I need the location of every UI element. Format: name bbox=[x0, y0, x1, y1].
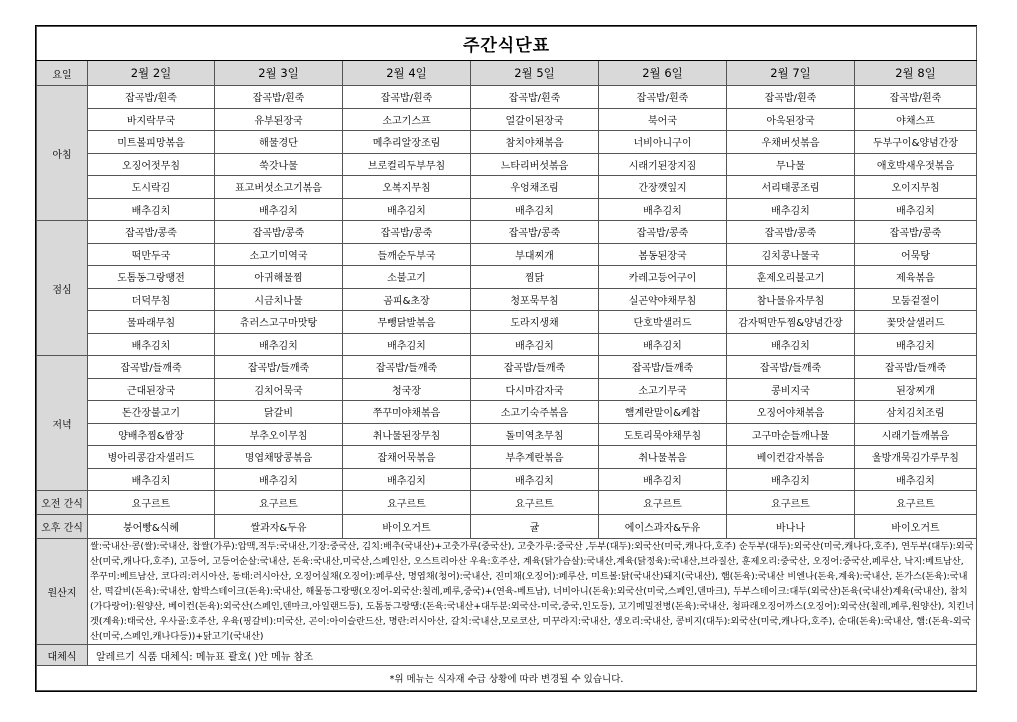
menu-cell: 배추김치 bbox=[471, 333, 599, 356]
menu-cell: 바지락무국 bbox=[88, 108, 215, 131]
snack-cell: 쌀과자&두유 bbox=[215, 515, 343, 539]
menu-cell: 봄동된장국 bbox=[599, 243, 727, 266]
menu-row bbox=[37, 378, 977, 401]
menu-cell: 베이컨감자볶음 bbox=[727, 446, 855, 469]
menu-cell: 배추김치 bbox=[343, 198, 471, 221]
menu-cell: 시래기된장지짐 bbox=[599, 153, 727, 176]
menu-cell: 참치야채볶음 bbox=[471, 131, 599, 154]
menu-row bbox=[37, 153, 977, 176]
snack-cell: 바이오거트 bbox=[343, 515, 471, 539]
menu-cell: 잡곡밥/흰죽 bbox=[343, 86, 471, 109]
snack-cell: 요구르트 bbox=[471, 491, 599, 515]
menu-cell: 단호박샐러드 bbox=[599, 311, 727, 334]
menu-cell: 떡만두국 bbox=[88, 243, 215, 266]
menu-cell: 아귀해물찜 bbox=[215, 266, 343, 289]
snack-cell: 에이스과자&두유 bbox=[599, 515, 727, 539]
menu-cell: 돌미역초무침 bbox=[471, 423, 599, 446]
menu-cell: 야채스프 bbox=[855, 108, 977, 131]
menu-cell: 간장깻잎지 bbox=[599, 176, 727, 199]
menu-row bbox=[37, 423, 977, 446]
menu-cell: 모둠겉절이 bbox=[855, 288, 977, 311]
menu-row bbox=[37, 266, 977, 289]
menu-cell: 울방개묵김가루무침 bbox=[855, 446, 977, 469]
menu-row bbox=[37, 401, 977, 424]
menu-cell: 찜닭 bbox=[471, 266, 599, 289]
menu-cell: 서리태콩조림 bbox=[727, 176, 855, 199]
menu-cell: 무뺑닭발볶음 bbox=[343, 311, 471, 334]
snack-cell: 요구르트 bbox=[855, 491, 977, 515]
footer-note: *위 메뉴는 식자재 수급 상황에 따라 변경될 수 있습니다. bbox=[37, 666, 977, 691]
menu-cell: 너비아니구이 bbox=[599, 131, 727, 154]
origin-label: 원산지 bbox=[37, 539, 88, 645]
menu-cell: 잡곡밥/들깨죽 bbox=[88, 356, 215, 379]
menu-cell: 브로컬리두부무침 bbox=[343, 153, 471, 176]
menu-cell: 배추김치 bbox=[88, 198, 215, 221]
menu-table bbox=[36, 26, 977, 691]
menu-cell: 배추김치 bbox=[471, 198, 599, 221]
menu-cell: 우채버섯볶음 bbox=[727, 131, 855, 154]
menu-cell: 무나물 bbox=[727, 153, 855, 176]
menu-cell: 배추김치 bbox=[727, 468, 855, 491]
menu-cell: 잡곡밥/흰죽 bbox=[88, 86, 215, 109]
menu-cell: 닭갈비 bbox=[215, 401, 343, 424]
menu-cell: 오이지무침 bbox=[855, 176, 977, 199]
substitute-text: 알레르기 식품 대체식: 메뉴표 괄호( )안 메뉴 참조 bbox=[88, 645, 977, 666]
menu-cell: 배추김치 bbox=[855, 198, 977, 221]
menu-cell: 감자떡만두찜&양념간장 bbox=[727, 311, 855, 334]
menu-cell: 삼치김치조림 bbox=[855, 401, 977, 424]
meal-label: 점심 bbox=[37, 221, 88, 356]
menu-cell: 잡곡밥/콩죽 bbox=[88, 221, 215, 244]
day-header: 2월 3일 bbox=[215, 61, 343, 86]
menu-cell: 츄러스고구마맛탕 bbox=[215, 311, 343, 334]
menu-cell: 배추김치 bbox=[855, 468, 977, 491]
menu-cell: 잡곡밥/들깨죽 bbox=[727, 356, 855, 379]
snack-cell: 붕어빵&식혜 bbox=[88, 515, 215, 539]
menu-cell: 배추김치 bbox=[215, 333, 343, 356]
menu-cell: 배추김치 bbox=[215, 468, 343, 491]
menu-cell: 잡곡밥/들깨죽 bbox=[599, 356, 727, 379]
menu-cell: 콩비지국 bbox=[727, 378, 855, 401]
menu-cell: 유부된장국 bbox=[215, 108, 343, 131]
snack-cell: 바이오거트 bbox=[855, 515, 977, 539]
menu-cell: 배추김치 bbox=[599, 198, 727, 221]
menu-cell: 배추김치 bbox=[727, 198, 855, 221]
menu-cell: 시래기들깨볶음 bbox=[855, 423, 977, 446]
menu-cell: 잡곡밥/콩죽 bbox=[215, 221, 343, 244]
day-header: 2월 4일 bbox=[343, 61, 471, 86]
menu-cell: 햄계란말이&케찹 bbox=[599, 401, 727, 424]
menu-cell: 잡곡밥/흰죽 bbox=[215, 86, 343, 109]
menu-cell: 김치어묵국 bbox=[215, 378, 343, 401]
menu-cell: 김치콩나물국 bbox=[727, 243, 855, 266]
menu-cell: 명엽채땅콩볶음 bbox=[215, 446, 343, 469]
menu-cell: 참나물유자무침 bbox=[727, 288, 855, 311]
menu-cell: 잡곡밥/들깨죽 bbox=[855, 356, 977, 379]
menu-cell: 배추김치 bbox=[88, 468, 215, 491]
menu-cell: 오복지무침 bbox=[343, 176, 471, 199]
menu-cell: 취나물볶음 bbox=[599, 446, 727, 469]
menu-cell: 도시락김 bbox=[88, 176, 215, 199]
weekly-menu-sheet bbox=[35, 25, 977, 692]
menu-cell: 애호박새우젓볶음 bbox=[855, 153, 977, 176]
menu-row bbox=[37, 176, 977, 199]
menu-cell: 아욱된장국 bbox=[727, 108, 855, 131]
menu-cell: 돈간장불고기 bbox=[88, 401, 215, 424]
menu-cell: 청국장 bbox=[343, 378, 471, 401]
snack-cell: 바나나 bbox=[727, 515, 855, 539]
menu-cell: 소고기무국 bbox=[599, 378, 727, 401]
snack-row bbox=[37, 515, 977, 539]
menu-cell: 느타리버섯볶음 bbox=[471, 153, 599, 176]
menu-cell: 잡곡밥/들깨죽 bbox=[343, 356, 471, 379]
menu-cell: 소고기숙주볶음 bbox=[471, 401, 599, 424]
menu-cell: 도톰동그랑땡전 bbox=[88, 266, 215, 289]
snack-cell: 요구르트 bbox=[599, 491, 727, 515]
snack-cell: 요구르트 bbox=[88, 491, 215, 515]
snack-label: 오전 간식 bbox=[37, 491, 88, 515]
day-header: 2월 7일 bbox=[727, 61, 855, 86]
menu-row bbox=[37, 221, 977, 244]
menu-cell: 배추김치 bbox=[88, 333, 215, 356]
origin-row bbox=[37, 539, 977, 645]
menu-row bbox=[37, 131, 977, 154]
snack-row bbox=[37, 491, 977, 515]
menu-cell: 해물경단 bbox=[215, 131, 343, 154]
menu-cell: 다시마감자국 bbox=[471, 378, 599, 401]
menu-cell: 표고버섯소고기볶음 bbox=[215, 176, 343, 199]
menu-cell: 도라지생채 bbox=[471, 311, 599, 334]
menu-cell: 메추리알장조림 bbox=[343, 131, 471, 154]
snack-label: 오후 간식 bbox=[37, 515, 88, 539]
origin-text: 쌀:국내산·콩(쌀):국내산, 찹쌀(가루):압맥,적두:국내산,기장:중국산, 김치:배추(국내산)+고춧가루(중국산), 고춧가루:중국산 ,두부(대두):외국산(미국,캐나다,호주) 순두부(대두):외국산(미국,캐나다,호주), 연두부(대두):외국산(미국,캐나다,호주), 고등어, 고등어순살:국내산, 돈육:국내산,미국산,스페인산, 오스트리아산 우육:호주산, 계육(닭가슴살):국내산,계육(닭정육):국내산,브라질산, 훈제오리:중국산, 오징어:중국산,페루산, 낙지:베트남산, 쭈꾸미:베트남산, 코다리:러시아산, 동태:러시아산, 오징어실채(오징어):페루산, 명엽채(청어):국내산, 진미채(오징어):페루산, 미트볼:닭(국내산)돼지(국내산), 햄(돈육):국내산 비엔나(돈육,계육):국내산, 돈가스(돈육):국내산, 떡갈비(돈육):국내산, 함박스테이크(돈육):국내산, 해물동그랑땡(오징어-외국산:칠레,페루,중국)+(연육-베트남), 너비아니(돈육):외국산(미국,스페인,덴마크), 두부스테이크:대두(외국산)돈육(국내산)계육(국내산), 참치(가다랑어):원양산, 베이컨(돈육):외국산(스페인,덴마크,아일랜드등), 도톰동그랑땡:(돈육:국내산+대두분:외국산-미국,중국,인도등), 고기메밀전병(돈육):국내산, 청파래오징어까스(오징어):외국산(칠레,페루,원양산), 치킨너겟(계육):태국산, 우사골:호주산, 우육(핑갈비):미국산, 곤이:아이슬란드산, 명란:러시아산, 갈치:국내산,모로코산, 미꾸라지:국내산, 생오리:국내산, 콩비지(대두):외국산(미국,캐나다,호주), 순대(돈육):국내산, 햄:(돈육-외국산(미국,스페인,캐나다등))+닭고기(국내산) bbox=[88, 539, 977, 645]
menu-cell: 배추김치 bbox=[855, 333, 977, 356]
menu-row bbox=[37, 198, 977, 221]
menu-cell: 잡곡밥/콩죽 bbox=[727, 221, 855, 244]
menu-cell: 배추김치 bbox=[215, 198, 343, 221]
menu-cell: 잡곡밥/들깨죽 bbox=[215, 356, 343, 379]
menu-cell: 꽃맛살샐러드 bbox=[855, 311, 977, 334]
menu-cell: 배추김치 bbox=[343, 333, 471, 356]
menu-cell: 소고기스프 bbox=[343, 108, 471, 131]
menu-cell: 더덕무침 bbox=[88, 288, 215, 311]
menu-cell: 잡곡밥/흰죽 bbox=[855, 86, 977, 109]
menu-cell: 시금치나물 bbox=[215, 288, 343, 311]
menu-cell: 배추김치 bbox=[727, 333, 855, 356]
menu-cell: 쭈꾸미야채볶음 bbox=[343, 401, 471, 424]
menu-cell: 제육볶음 bbox=[855, 266, 977, 289]
menu-cell: 부추계란볶음 bbox=[471, 446, 599, 469]
menu-cell: 훈제오리불고기 bbox=[727, 266, 855, 289]
menu-cell: 잡곡밥/콩죽 bbox=[343, 221, 471, 244]
menu-cell: 오징어젓무침 bbox=[88, 153, 215, 176]
menu-cell: 부대찌개 bbox=[471, 243, 599, 266]
menu-cell: 잡곡밥/들깨죽 bbox=[471, 356, 599, 379]
menu-cell: 잡곡밥/흰죽 bbox=[727, 86, 855, 109]
menu-cell: 잡곡밥/흰죽 bbox=[599, 86, 727, 109]
menu-cell: 곰피&초장 bbox=[343, 288, 471, 311]
substitute-label: 대체식 bbox=[37, 645, 88, 666]
menu-cell: 쑥갓나물 bbox=[215, 153, 343, 176]
menu-cell: 우엉채조림 bbox=[471, 176, 599, 199]
menu-row bbox=[37, 356, 977, 379]
page-title: 주간식단표 bbox=[37, 27, 977, 61]
day-header: 2월 6일 bbox=[599, 61, 727, 86]
menu-cell: 실곤약야채무침 bbox=[599, 288, 727, 311]
menu-cell: 오징어야채볶음 bbox=[727, 401, 855, 424]
menu-cell: 잡곡밥/콩죽 bbox=[599, 221, 727, 244]
menu-cell: 된장찌개 bbox=[855, 378, 977, 401]
day-header: 2월 5일 bbox=[471, 61, 599, 86]
menu-cell: 잡곡밥/콩죽 bbox=[855, 221, 977, 244]
menu-cell: 배추김치 bbox=[343, 468, 471, 491]
snack-cell: 귤 bbox=[471, 515, 599, 539]
menu-cell: 북어국 bbox=[599, 108, 727, 131]
menu-cell: 고구마순들깨나물 bbox=[727, 423, 855, 446]
menu-row bbox=[37, 446, 977, 469]
menu-cell: 카레고등어구이 bbox=[599, 266, 727, 289]
menu-cell: 미트볼피망볶음 bbox=[88, 131, 215, 154]
menu-cell: 근대된장국 bbox=[88, 378, 215, 401]
snack-cell: 요구르트 bbox=[215, 491, 343, 515]
menu-cell: 두부구이&양념간장 bbox=[855, 131, 977, 154]
footer-note-row bbox=[37, 666, 977, 691]
menu-cell: 잡곡밥/흰죽 bbox=[471, 86, 599, 109]
menu-cell: 물파래무침 bbox=[88, 311, 215, 334]
day-header: 2월 2일 bbox=[88, 61, 215, 86]
menu-cell: 어묵탕 bbox=[855, 243, 977, 266]
menu-row bbox=[37, 288, 977, 311]
menu-cell: 들깨순두부국 bbox=[343, 243, 471, 266]
menu-row bbox=[37, 108, 977, 131]
menu-cell: 청포묵무침 bbox=[471, 288, 599, 311]
meal-label: 아침 bbox=[37, 86, 88, 221]
menu-cell: 배추김치 bbox=[599, 333, 727, 356]
meal-label: 저녁 bbox=[37, 356, 88, 491]
menu-row bbox=[37, 333, 977, 356]
menu-cell: 얼갈이된장국 bbox=[471, 108, 599, 131]
menu-row bbox=[37, 86, 977, 109]
snack-cell: 요구르트 bbox=[727, 491, 855, 515]
day-header: 2월 8일 bbox=[855, 61, 977, 86]
menu-cell: 도토리묵야채무침 bbox=[599, 423, 727, 446]
menu-cell: 잡채어묵볶음 bbox=[343, 446, 471, 469]
menu-cell: 양배추찜&쌈장 bbox=[88, 423, 215, 446]
menu-cell: 병아리콩감자샐러드 bbox=[88, 446, 215, 469]
menu-cell: 배추김치 bbox=[471, 468, 599, 491]
day-label: 요일 bbox=[37, 61, 88, 86]
menu-cell: 잡곡밥/콩죽 bbox=[471, 221, 599, 244]
menu-row bbox=[37, 311, 977, 334]
menu-row bbox=[37, 243, 977, 266]
menu-cell: 부추오이무침 bbox=[215, 423, 343, 446]
menu-row bbox=[37, 468, 977, 491]
menu-cell: 취나물된장무침 bbox=[343, 423, 471, 446]
snack-cell: 요구르트 bbox=[343, 491, 471, 515]
substitute-row bbox=[37, 645, 977, 666]
menu-cell: 소불고기 bbox=[343, 266, 471, 289]
menu-cell: 소고기미역국 bbox=[215, 243, 343, 266]
menu-cell: 배추김치 bbox=[599, 468, 727, 491]
